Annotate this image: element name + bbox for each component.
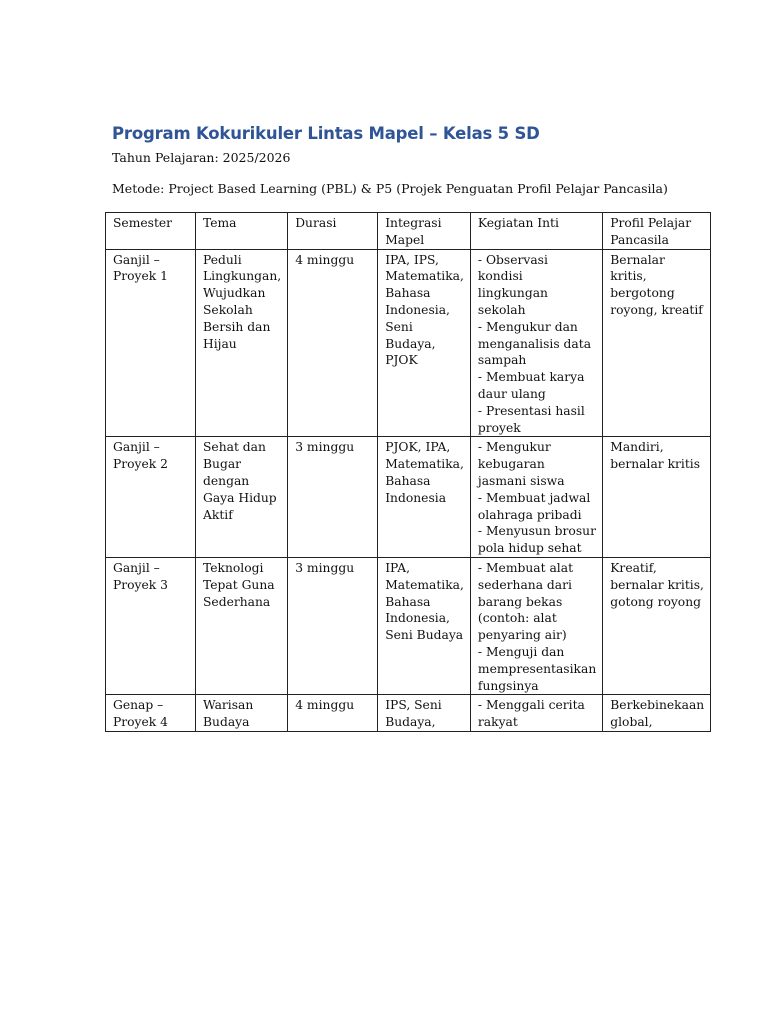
kegiatan-inti-cell: - Membuat alat sederhana dari barang bekas (contoh: alat penyaring air) - Menguji dan mempresentasikan fungsinya	[470, 557, 602, 694]
table-row	[106, 437, 711, 558]
method-line: Metode: Project Based Learning (PBL) & P5 (Projek Penguatan Profil Pelajar Pancasila)	[112, 181, 668, 196]
semester-cell: Ganjil – Proyek 1	[106, 249, 196, 437]
tema-cell: Tema	[196, 213, 288, 250]
tema-cell: Sehat dan Bugar dengan Gaya Hidup Aktif	[196, 437, 288, 558]
integrasi-mapel-cell: PJOK, IPA, Matematika, Bahasa Indonesia	[378, 437, 471, 558]
tema-cell: Warisan Budaya	[196, 695, 288, 732]
kegiatan-inti-cell: - Mengukur kebugaran jasmani siswa - Membuat jadwal olahraga pribadi - Menyusun brosur pola hidup sehat	[470, 437, 602, 558]
semester-cell: Ganjil – Proyek 3	[106, 557, 196, 694]
integrasi-mapel-cell: Integrasi Mapel	[378, 213, 471, 250]
integrasi-mapel-cell: IPA, Matematika, Bahasa Indonesia, Seni Budaya	[378, 557, 471, 694]
kegiatan-inti-cell: - Observasi kondisi lingkungan sekolah - Mengukur dan menganalisis data sampah - Membuat karya daur ulang - Presentasi hasil proyek	[470, 249, 602, 437]
tema-cell: Peduli Lingkungan, Wujudkan Sekolah Bersih dan Hijau	[196, 249, 288, 437]
profil-pelajar-cell: Berkebinekaan global,	[603, 695, 711, 732]
integrasi-mapel-cell: IPS, Seni Budaya,	[378, 695, 471, 732]
kegiatan-inti-cell: Kegiatan Inti	[470, 213, 602, 250]
project-table	[105, 212, 711, 732]
table-header-row	[106, 213, 711, 250]
document-title: Program Kokurikuler Lintas Mapel – Kelas 5 SD	[112, 124, 540, 143]
profil-pelajar-cell: Mandiri, bernalar kritis	[603, 437, 711, 558]
integrasi-mapel-cell: IPA, IPS, Matematika, Bahasa Indonesia, Seni Budaya, PJOK	[378, 249, 471, 437]
semester-cell: Genap – Proyek 4	[106, 695, 196, 732]
table-row	[106, 249, 711, 437]
durasi-cell: 4 minggu	[288, 249, 378, 437]
tema-cell: Teknologi Tepat Guna Sederhana	[196, 557, 288, 694]
academic-year-line: Tahun Pelajaran: 2025/2026	[112, 150, 291, 165]
durasi-cell: 3 minggu	[288, 557, 378, 694]
kegiatan-inti-cell: - Menggali cerita rakyat	[470, 695, 602, 732]
table-row	[106, 557, 711, 694]
durasi-cell: Durasi	[288, 213, 378, 250]
table-row	[106, 695, 711, 732]
profil-pelajar-cell: Bernalar kritis, bergotong royong, kreatif	[603, 249, 711, 437]
profil-pelajar-cell: Kreatif, bernalar kritis, gotong royong	[603, 557, 711, 694]
durasi-cell: 4 minggu	[288, 695, 378, 732]
durasi-cell: 3 minggu	[288, 437, 378, 558]
semester-cell: Ganjil – Proyek 2	[106, 437, 196, 558]
page-bottom-margin	[100, 918, 660, 1024]
profil-pelajar-cell: Profil Pelajar Pancasila	[603, 213, 711, 250]
semester-cell: Semester	[106, 213, 196, 250]
